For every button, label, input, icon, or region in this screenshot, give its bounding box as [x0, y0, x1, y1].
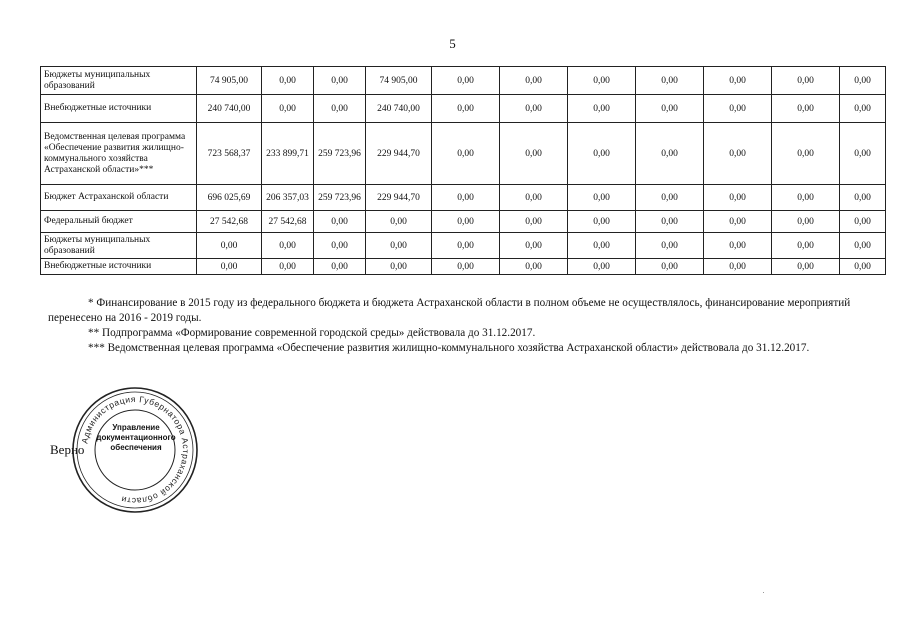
table-cell: 696 025,69	[197, 185, 262, 211]
table-cell: 0,00	[366, 211, 432, 233]
table-row	[41, 95, 886, 123]
table-cell: 0,00	[366, 259, 432, 275]
row-label: Бюджет Астраханской области	[41, 185, 197, 211]
table-cell: 0,00	[772, 259, 840, 275]
table-cell: 0,00	[636, 211, 704, 233]
table-cell: 0,00	[432, 259, 500, 275]
table-cell: 0,00	[432, 123, 500, 185]
table-cell: 0,00	[636, 233, 704, 259]
table-cell: 27 542,68	[262, 211, 314, 233]
stamp-center-text	[96, 423, 176, 453]
table-cell: 0,00	[500, 185, 568, 211]
budget-table	[40, 66, 886, 275]
table-cell: 0,00	[568, 233, 636, 259]
table-cell: 0,00	[500, 67, 568, 95]
table-cell: 0,00	[772, 95, 840, 123]
table-cell: 0,00	[704, 233, 772, 259]
table-cell: 0,00	[772, 211, 840, 233]
footnote-2: ** Подпрограмма «Формирование современной городской среды» действовала до 31.12.2017.	[88, 327, 536, 339]
row-label: Внебюджетные источники	[41, 95, 197, 123]
row-label: Бюджеты муниципальных образований	[41, 233, 197, 259]
row-label: Федеральный бюджет	[41, 211, 197, 233]
table-body	[41, 67, 886, 275]
table-cell: 0,00	[840, 95, 886, 123]
table-cell: 0,00	[772, 233, 840, 259]
table-cell: 0,00	[636, 95, 704, 123]
table-cell: 723 568,37	[197, 123, 262, 185]
table-cell: 229 944,70	[366, 123, 432, 185]
table-cell: 0,00	[772, 67, 840, 95]
svg-text:Администрация Губернатора Астр: Администрация Губернатора Астраханской области	[79, 393, 192, 507]
table-cell: 0,00	[568, 259, 636, 275]
table-cell: 0,00	[568, 123, 636, 185]
table-cell: 0,00	[500, 123, 568, 185]
table-cell: 0,00	[500, 259, 568, 275]
table-cell: 0,00	[500, 211, 568, 233]
table-cell: 0,00	[314, 95, 366, 123]
table-cell: 0,00	[500, 95, 568, 123]
table-cell: 0,00	[840, 67, 886, 95]
table-cell: 0,00	[840, 233, 886, 259]
table-cell: 0,00	[262, 259, 314, 275]
table-cell: 0,00	[568, 67, 636, 95]
table-cell: 0,00	[432, 95, 500, 123]
table-cell: 240 740,00	[197, 95, 262, 123]
table-cell: 0,00	[197, 259, 262, 275]
table-cell: 74 905,00	[197, 67, 262, 95]
table-cell: 0,00	[197, 233, 262, 259]
table-cell: 0,00	[432, 233, 500, 259]
table-cell: 0,00	[636, 259, 704, 275]
table-cell: 0,00	[314, 259, 366, 275]
table-cell: 0,00	[262, 67, 314, 95]
table-cell: 0,00	[704, 67, 772, 95]
table-cell: 74 905,00	[366, 67, 432, 95]
table-cell: 0,00	[366, 233, 432, 259]
table-cell: 0,00	[636, 185, 704, 211]
table-row	[41, 211, 886, 233]
table-cell: 240 740,00	[366, 95, 432, 123]
table-cell: 0,00	[568, 95, 636, 123]
table-cell: 229 944,70	[366, 185, 432, 211]
table-cell: 0,00	[704, 123, 772, 185]
table-cell: 0,00	[432, 211, 500, 233]
table-cell: 0,00	[500, 233, 568, 259]
table-cell: 0,00	[314, 233, 366, 259]
table-cell: 0,00	[840, 259, 886, 275]
page-number: 5	[449, 36, 456, 51]
table-cell: 206 357,03	[262, 185, 314, 211]
table-cell: 0,00	[704, 95, 772, 123]
table-cell: 0,00	[772, 185, 840, 211]
table-row	[41, 123, 886, 185]
table-row	[41, 233, 886, 259]
stamp-line-1: Управление	[112, 423, 160, 432]
official-stamp	[70, 385, 200, 515]
table-cell: 0,00	[840, 123, 886, 185]
table-cell: 0,00	[636, 67, 704, 95]
table-cell: 0,00	[314, 67, 366, 95]
footnote-1: * Финансирование в 2015 году из федерального бюджета и бюджета Астраханской области в полном объеме не осуществлялось, финансирование мероприятий перенесено на 2016 - 2019 годы.	[48, 297, 851, 324]
table-cell: 0,00	[262, 95, 314, 123]
table-cell: 0,00	[704, 211, 772, 233]
table-cell: 0,00	[314, 211, 366, 233]
row-label: Бюджеты муниципальных образований	[41, 67, 197, 95]
table-cell: 0,00	[840, 211, 886, 233]
footnotes	[48, 296, 860, 356]
footnote-3: *** Ведомственная целевая программа «Обеспечение развития жилищно-коммунального хозяйства Астраханской области» действовала до 31.12.2017.	[88, 342, 810, 354]
stamp-line-2: документационного	[96, 433, 176, 442]
table-cell: 0,00	[432, 185, 500, 211]
table-cell: 0,00	[840, 185, 886, 211]
table-cell: 0,00	[568, 185, 636, 211]
table-cell: 0,00	[772, 123, 840, 185]
table-cell: 0,00	[704, 259, 772, 275]
table-row	[41, 185, 886, 211]
table-cell: 259 723,96	[314, 185, 366, 211]
table-cell: 0,00	[636, 123, 704, 185]
table-cell: 259 723,96	[314, 123, 366, 185]
table-row	[41, 259, 886, 275]
table-cell: 27 542,68	[197, 211, 262, 233]
table-cell: 233 899,71	[262, 123, 314, 185]
table-cell: 0,00	[262, 233, 314, 259]
stamp-line-3: обеспечения	[110, 443, 162, 452]
row-label: Ведомственная целевая программа «Обеспечение развития жилищно-коммунального хозяйства Астраханской области»***	[41, 123, 197, 185]
table-cell: 0,00	[432, 67, 500, 95]
row-label: Внебюджетные источники	[41, 259, 197, 275]
verno-label: Верно	[50, 442, 85, 457]
scan-artifact	[763, 592, 764, 593]
table-cell: 0,00	[704, 185, 772, 211]
table-row	[41, 67, 886, 95]
table-cell: 0,00	[568, 211, 636, 233]
